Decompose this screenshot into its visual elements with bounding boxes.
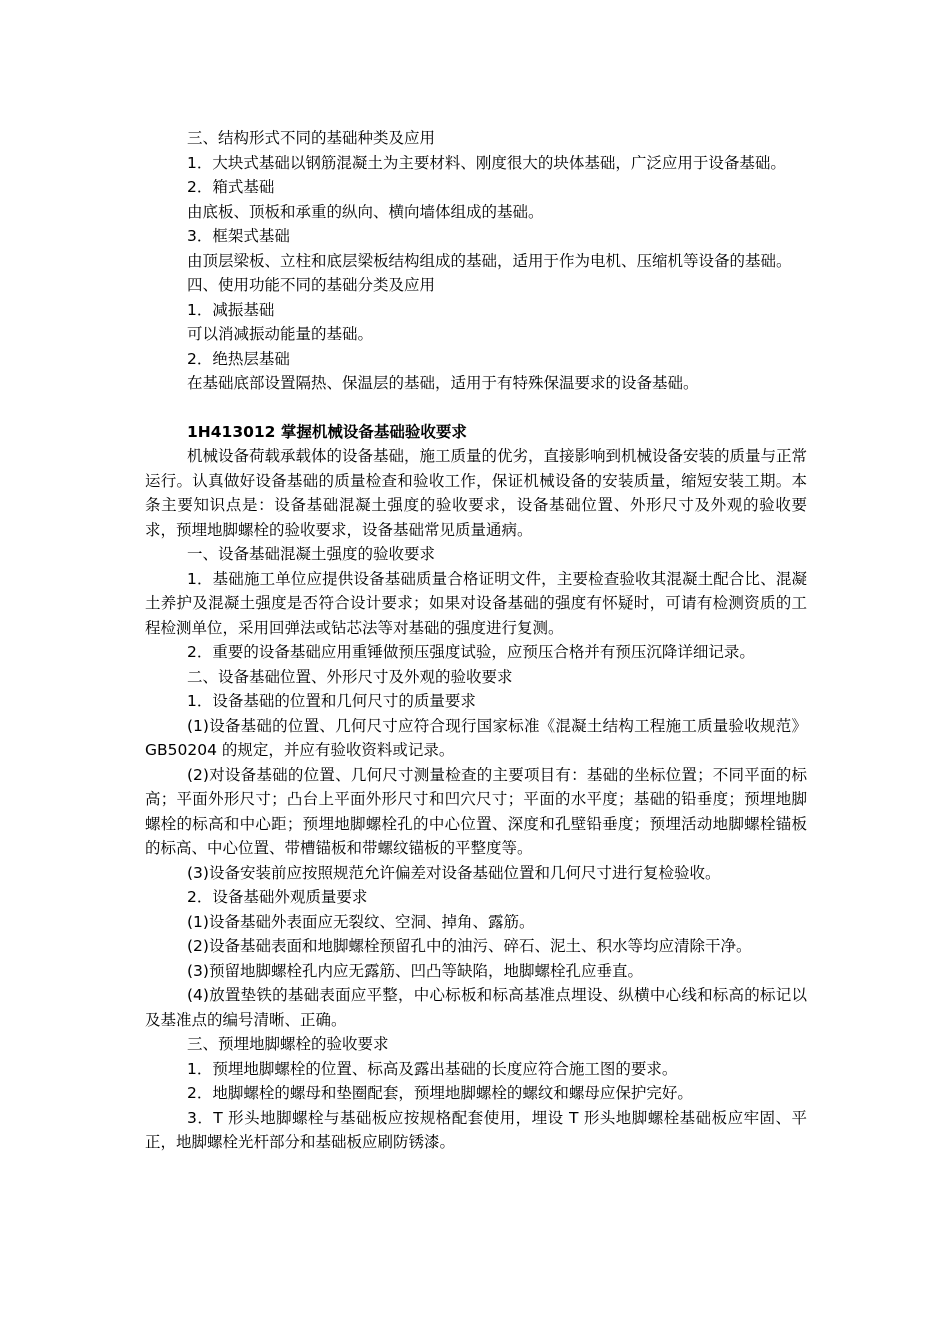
paragraph-gap — [145, 396, 807, 420]
section-4-item-1-title: 1．减振基础 — [187, 300, 275, 319]
subsection-2-sub-1-item-1: (1)设备基础的位置、几何尺寸应符合现行国家标准《混凝土结构工程施工质量验收规范》GB50204 的规定，并应有验收资料或记录。 — [145, 716, 807, 759]
subsection-3-item-2: 2．地脚螺栓的螺母和垫圈配套，预埋地脚螺栓的螺纹和螺母应保护完好。 — [187, 1084, 693, 1102]
subsection-2-sub-1-item-3: (3)设备安装前应按照规范允许偏差对设备基础位置和几何尺寸进行复检验收。 — [187, 863, 721, 882]
subsection-3-item-3: 3．T 形头地脚螺栓与基础板应按规格配套使用，埋设 T 形头地脚螺栓基础板应牢固、平正，地脚螺栓光杆部分和基础板应刷防锈漆。 — [145, 1108, 807, 1151]
section-4-item-1-body: 可以消减振动能量的基础。 — [187, 325, 374, 343]
subsection-2-sub-2-item-4: (4)放置垫铁的基础表面应平整，中心标板和标高基准点埋设、纵横中心线和标高的标记以及基准点的编号清晰、正确。 — [145, 986, 807, 1029]
section-3-item-2-body: 由底板、顶板和承重的纵向、横向墙体组成的基础。 — [187, 202, 544, 221]
subsection-2-sub-1: 1．设备基础的位置和几何尺寸的质量要求 — [187, 692, 476, 710]
section-4-title: 四、使用功能不同的基础分类及应用 — [187, 276, 436, 294]
subsection-3-title: 三、预埋地脚螺栓的验收要求 — [187, 1035, 389, 1053]
section-3-item-3-title: 3．框架式基础 — [187, 227, 290, 245]
subsection-2-sub-1-item-2: (2)对设备基础的位置、几何尺寸测量检查的主要项目有：基础的坐标位置；不同平面的标高；平面外形尺寸；凸台上平面外形尺寸和凹穴尺寸；平面的水平度；基础的铅垂度；预埋地脚螺栓的标高和中心距；预埋地脚螺栓孔的中心位置、深度和孔壁铅垂度；预埋活动地脚螺栓锚板的标高、中心位置、带槽锚板和带螺纹锚板的平整度等。 — [145, 765, 807, 857]
section-4-item-2-title: 2．绝热层基础 — [187, 349, 290, 368]
section-3-item-3-body: 由顶层梁板、立柱和底层梁板结构组成的基础，适用于作为电机、压缩机等设备的基础。 — [187, 251, 792, 270]
article-heading: 1H413012 掌握机械设备基础验收要求 — [187, 422, 467, 441]
subsection-1-item-2: 2．重要的设备基础应用重锤做预压强度试验，应预压合格并有预压沉降详细记录。 — [187, 643, 755, 661]
section-4-item-2-body: 在基础底部设置隔热、保温层的基础，适用于有特殊保温要求的设备基础。 — [187, 374, 699, 392]
section-3-item-1: 1．大块式基础以钢筋混凝土为主要材料、刚度很大的块体基础，广泛应用于设备基础。 — [187, 153, 786, 172]
article-intro: 机械设备荷载承载体的设备基础，施工质量的优劣，直接影响到机械设备安装的质量与正常运行。认真做好设备基础的质量检查和验收工作，保证机械设备的安装质量，缩短安装工期。本条主要知识点是：设备基础混凝土强度的验收要求，设备基础位置、外形尺寸及外观的验收要求，预埋地脚螺栓的验收要求，设备基础常见质量通病。 — [145, 447, 808, 539]
subsection-1-title: 一、设备基础混凝土强度的验收要求 — [187, 545, 436, 563]
subsection-2-sub-2-item-3: (3)预留地脚螺栓孔内应无露筋、凹凸等缺陷，地脚螺栓孔应垂直。 — [187, 961, 643, 980]
subsection-2-title: 二、设备基础位置、外形尺寸及外观的验收要求 — [187, 667, 513, 686]
subsection-2-sub-2-item-1: (1)设备基础外表面应无裂纹、空洞、掉角、露筋。 — [187, 912, 535, 931]
section-3-item-2-title: 2．箱式基础 — [187, 178, 275, 196]
subsection-2-sub-2-item-2: (2)设备基础表面和地脚螺栓预留孔中的油污、碎石、泥土、积水等均应清除干净。 — [187, 937, 752, 955]
subsection-3-item-1: 1．预埋地脚螺栓的位置、标高及露出基础的长度应符合施工图的要求。 — [187, 1059, 678, 1078]
subsection-1-item-1: 1．基础施工单位应提供设备基础质量合格证明文件，主要检查验收其混凝土配合比、混凝土养护及混凝土强度是否符合设计要求；如果对设备基础的强度有怀疑时，可请有检测资质的工程检测单位，采用回弹法或钻芯法等对基础的强度进行复测。 — [145, 569, 807, 637]
subsection-2-sub-2: 2．设备基础外观质量要求 — [187, 888, 368, 906]
section-3-title: 三、结构形式不同的基础种类及应用 — [187, 129, 436, 147]
document-page — [145, 126, 807, 1155]
